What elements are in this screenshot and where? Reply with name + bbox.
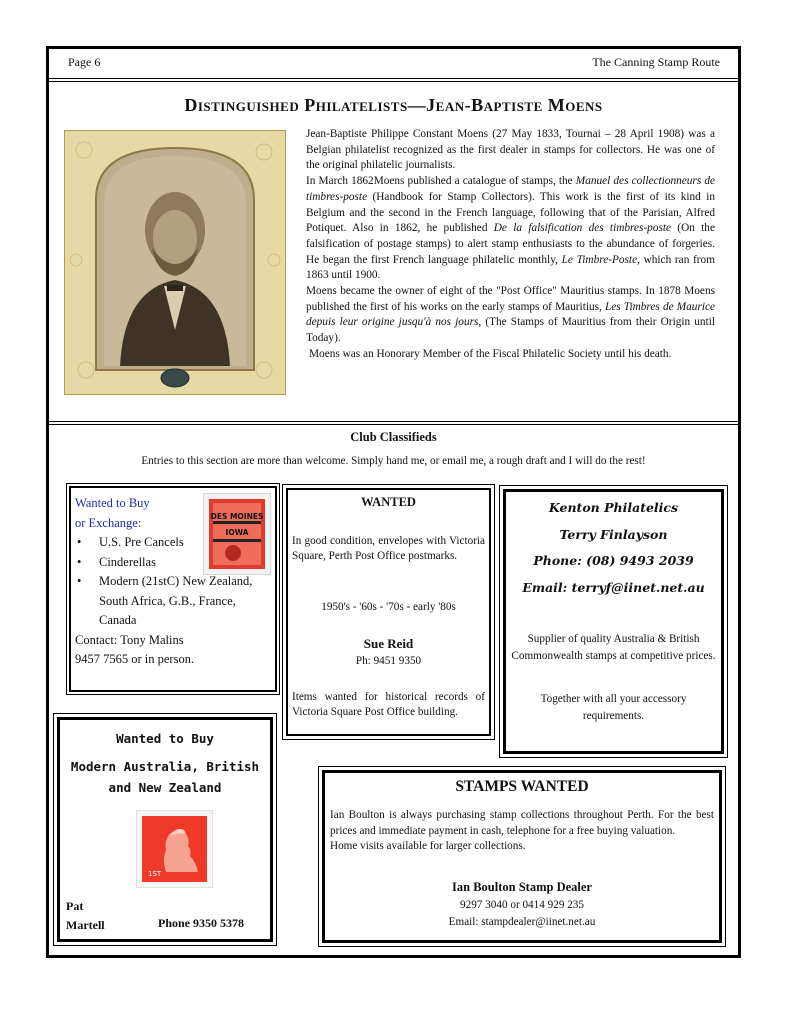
ad-reid-years: 1950's - '60s - '70s - early '80s: [321, 601, 456, 613]
ad-malins-contact: Contact: Tony Malins: [75, 632, 184, 647]
ad-reid-title: WANTED: [361, 495, 416, 509]
ad-kenton-accessories: Together with all your accessory requirements.: [540, 693, 687, 722]
ad-kenton-business: Kenton Philatelics: [548, 500, 679, 515]
ad-reid-body: In good condition, envelopes with Victoria Square, Perth Post Office postmarks.: [292, 535, 485, 562]
queen-machin-stamp: [136, 810, 213, 888]
section-divider-second: [49, 424, 738, 425]
ad-kenton-description: Supplier of quality Australia & British Commonwealth stamps at competitive prices.: [511, 633, 716, 662]
ad-reid-phone: Ph: 9451 9350: [355, 655, 422, 667]
ad-martell-contact: Pat Martell: [66, 899, 105, 932]
article-paragraph-3: Moens became the owner of eight of the "Post Office" Mauritius stamps. In 1878 Moens published the first of his works on the early stamps of Mauritius, Les Timbres de Maurice depuis leur origine jusqu'à nos jours, (The Stamps of Mauritius from their Origin until Today).: [306, 285, 716, 345]
header-divider-second: [49, 81, 738, 82]
header-divider: [49, 78, 738, 79]
ad-malins-heading-1: Wanted to Buy: [75, 496, 150, 510]
portrait-photo: [64, 130, 286, 395]
ad-malins-text: [75, 494, 275, 670]
list-item: • Cinderellas: [75, 553, 275, 573]
ad-boulton-dealer: Ian Boulton Stamp Dealer: [452, 880, 592, 894]
ad-malins-phone: 9457 7565 or in person.: [75, 652, 195, 666]
article-paragraph-4: Moens was an Honorary Member of the Fiscal Philatelic Society until his death.: [309, 347, 672, 360]
ad-boulton-title: STAMPS WANTED: [455, 778, 589, 795]
ad-kenton-phone: Phone: (08) 9493 2039: [533, 553, 694, 568]
publication-name: The Canning Stamp Route: [592, 55, 720, 69]
ad-boulton-email: Email: stampdealer@iinet.net.au: [448, 916, 596, 928]
stamp-overprint-city: DES MOINES: [210, 512, 264, 521]
article-paragraph-2: In March 1862Moens published a catalogue of stamps, the Manuel des collectionneurs de timbres-poste (Handbook for Stamp Collectors). This work is the first of its kind in Belgium and the second in the French language, following that of the Parisian, Alfred Potiquet. Also in 1862, he published De la falsification des timbres-poste (On the falsification of postage stamps) to alert stamp enthusiasts to the abundance of forgeries. He began the first French language philatelic monthly, Le Timbre-Poste, which ran from 1863 until 1900.: [306, 175, 715, 282]
ad-martell-heading: Wanted to Buy: [116, 731, 214, 746]
ad-martell-subheading-2: and New Zealand: [108, 780, 222, 795]
classifieds-title: Club Classifieds: [350, 430, 437, 444]
ad-malins-heading-2: or Exchange:: [75, 515, 142, 530]
ad-boulton-body: Ian Boulton is always purchasing stamp collections throughout Perth. For the best prices and immediate payment in cash, telephone for a free buying valuation. Home visits available for larger collections.: [330, 809, 714, 852]
ad-reid-name: Sue Reid: [363, 636, 414, 651]
ad-boulton-phone: 9297 3040 or 0414 929 235: [460, 899, 584, 911]
article-paragraph-1: Jean-Baptiste Philippe Constant Moens (27 May 1833, Tournai – 28 April 1908) was a Belgian philatelist recognized as the first dealer in stamps for collectors. He was one of the original philatelic journalists.: [306, 128, 715, 172]
ad-martell-subheading-1: Modern Australia, British: [70, 759, 260, 774]
section-divider: [49, 421, 738, 422]
list-item: • Modern (21stC) New Zealand, South Africa, G.B., France, Canada: [75, 572, 275, 631]
article-body: [306, 127, 715, 363]
ad-kenton-email: Email: terryf@iinet.net.au: [522, 580, 705, 595]
ad-martell-phone: Phone 9350 5378: [158, 916, 245, 930]
classifieds-intro: Entries to this section are more than welcome. Simply hand me, or email me, a rough draft and I will do the rest!: [141, 455, 646, 467]
ad-kenton-owner: Terry Finlayson: [559, 527, 668, 542]
stamp-overprint-state: IOWA: [225, 528, 249, 537]
ad-reid-footer: Items wanted for historical records of Victoria Square Post Office building.: [292, 691, 485, 718]
ad-malins-list: [75, 533, 275, 631]
article-title: Distinguished Philatelists—Jean-Baptiste Moens: [184, 95, 603, 115]
stamp-denomination: 1ST: [148, 870, 162, 878]
list-item: • U.S. Pre Cancels: [75, 533, 275, 553]
page-number: Page 6: [68, 55, 101, 69]
